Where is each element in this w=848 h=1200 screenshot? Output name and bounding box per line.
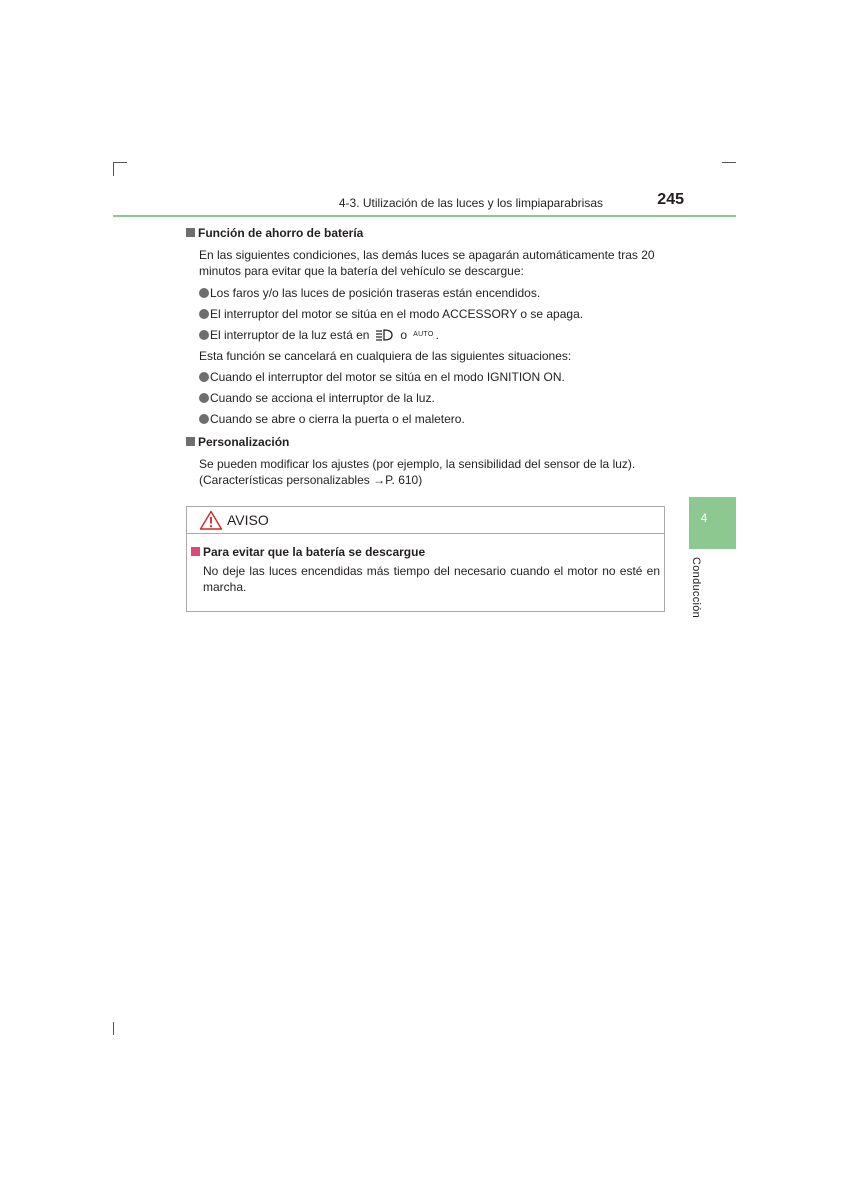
header-rule xyxy=(113,215,736,217)
customization-heading: Personalización xyxy=(186,433,666,450)
battery-intro: En las siguientes condiciones, las demás luces se apagarán automáticamente tras 20 minutos para evitar que la batería del vehículo se descargue: xyxy=(199,248,655,278)
square-bullet-icon xyxy=(186,228,195,237)
chapter-number: 4 xyxy=(700,511,708,525)
warning-icon xyxy=(199,510,223,530)
warning-body xyxy=(187,534,664,595)
warning-header xyxy=(187,507,664,534)
auto-label: AUTO xyxy=(413,331,434,338)
page-number: 245 xyxy=(657,191,684,208)
crop-mark xyxy=(113,162,127,163)
main-content xyxy=(186,224,666,488)
square-bullet-icon xyxy=(191,547,200,556)
square-bullet-icon xyxy=(186,437,195,446)
crop-mark xyxy=(113,162,114,176)
customization-text: Se pueden modificar los ajustes (por ejemplo, la sensibilidad del sensor de la luz). (Características personalizables →P. 610) xyxy=(199,457,636,487)
round-bullet-icon xyxy=(199,309,209,319)
warning-text: No deje las luces encendidas más tiempo del necesario cuando el motor no esté en marcha. xyxy=(203,564,660,594)
headlight-icon xyxy=(374,328,394,342)
warning-heading: Para evitar que la batería se descargue xyxy=(191,543,660,560)
round-bullet-icon xyxy=(199,393,209,403)
list-item: Cuando se abre o cierra la puerta o el maletero. xyxy=(199,411,666,427)
warning-box xyxy=(186,506,665,612)
chapter-label: Conducción xyxy=(690,557,702,619)
crop-mark xyxy=(722,162,736,163)
list-item: El interruptor de la luz está en o AUTO . xyxy=(199,327,666,343)
round-bullet-icon xyxy=(199,414,209,424)
section-title: 4-3. Utilización de las luces y los limpiaparabrisas xyxy=(338,196,603,210)
round-bullet-icon xyxy=(199,372,209,382)
round-bullet-icon xyxy=(199,288,209,298)
list-item: El interruptor del motor se sitúa en el modo ACCESSORY o se apaga. xyxy=(199,306,666,322)
list-item: Cuando se acciona el interruptor de la luz. xyxy=(199,390,666,406)
battery-saver-heading: Función de ahorro de batería xyxy=(186,224,666,241)
crop-mark xyxy=(113,1022,114,1035)
cancel-intro: Esta función se cancelará en cualquiera de las siguientes situaciones: xyxy=(199,349,572,363)
round-bullet-icon xyxy=(199,330,209,340)
list-item: Cuando el interruptor del motor se sitúa en el modo IGNITION ON. xyxy=(199,369,666,385)
list-item: Los faros y/o las luces de posición traseras están encendidos. xyxy=(199,285,666,301)
warning-title: AVISO xyxy=(227,512,269,528)
chapter-tab xyxy=(689,497,736,549)
